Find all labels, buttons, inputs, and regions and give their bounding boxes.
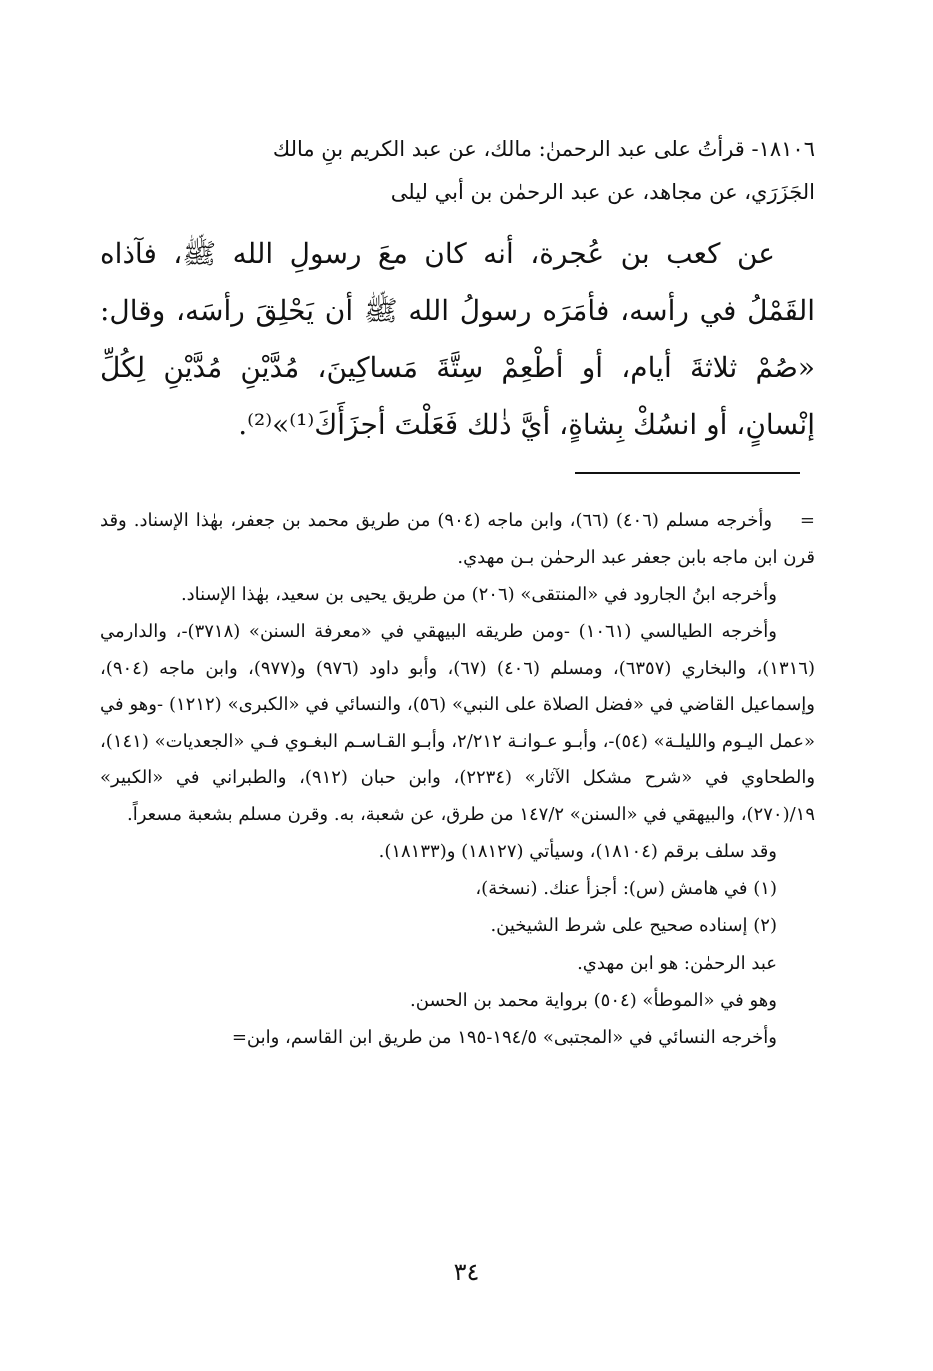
hadith-isnad (100, 128, 815, 214)
isnad-line-1: ١٨١٠٦- قرأتُ على عبد الرحمنٰ: مالك، عن عبد الكريم بنِ مالك (272, 137, 815, 161)
footnote-2-line-c: وأخرجه النسائي في «المجتبى» ١٩٤/٥-١٩٥ من طريق ابن القاسم، وابن= (231, 1027, 777, 1049)
footnote-para-3: وأخرجه الطيالسي (١٠٦١) -ومن طريقه البيهقي في «معرفة السنن» (٣٧١٨)-، والدارمي (١٣١٦)، والبخاري (٦٣٥٧)، ومسلم (٤٠٦) (٦٧)، وأبو داود (٩٧٦) و(٩٧٧)، وابن ماجه (٩٠٤)، وإسماعيل القاضي في «فضل الصلاة على النبي» (٥٦)، والنسائي في «الكبرى» (١٢١٢) -وهو في «عمل اليـوم والليلـة» (٥٤)-، وأبـو عـوانـة ٢/٢١٢، وأبـو القـاسـم البغـوي فـي «الجعديات» (١٤١)، والطحاوي في «شرح مشكل الآثار» (٢٢٣٤)، وابن حبان (٩١٢)، والطبراني في «الكبير» ١٩/(٢٧٠)، والبيهقي في «السنن» ١٤٧/٢ من طرق، عن شعبة، به. وقرن مسلم بشعبة مسعراً. (100, 621, 816, 825)
footnotes (100, 503, 815, 1058)
footnote-para-2: وأخرجه ابنُ الجارود في «المنتقى» (٢٠٦) من طريق يحيى بن سعيد، بهٰذا الإسناد. (180, 583, 777, 605)
page-number: ٣٤ (453, 1258, 480, 1286)
footnote-2-line-a: عبد الرحمٰن: هو ابن مهدي. (577, 952, 777, 974)
footnote-separator (575, 472, 800, 474)
footnote-para-4: وقد سلف برقم (١٨١٠٤)، وسيأتي (١٨١٢٧) و(١٨١٣٣). (378, 840, 777, 862)
matn-text: عن كعب بن عُجرة، أنه كان معَ رسولِ الله ﷺ، فآذاه القَمْلُ في رأسه، فأمَرَه رسولُ الله ﷺ أن يَحْلِقَ رأسَه، وقال: «صُمْ ثلاثةَ أيام، أو أطْعِمْ سِتَّةَ مَساكِينَ، مُدَّيْنِ مُدَّيْنِ لِكُلِّ إنْسانٍ، أو انسُكْ بِشاةٍ، أيَّ ذٰلك فَعَلْتَ أجزَأَكَ⁽¹⁾»⁽²⁾. (100, 237, 815, 441)
hadith-matn (100, 225, 815, 453)
footnote-1: (١) في هامش (س): أجزأ عنك. (نسخة)، (475, 878, 777, 900)
isnad-line-2: الجَزَرَي، عن مجاهد، عن عبد الرحمٰن بن أبي ليلى (390, 180, 815, 204)
footnote-para-1 (100, 503, 815, 576)
continuation-mark: = (799, 510, 816, 531)
footnote-2-line-b: وهو في «الموطأ» (٥٠٤) برواية محمد بن الحسن. (410, 990, 777, 1012)
footnote-para-1-text: وأخرجه مسلم (٤٠٦) (٦٦)، وابن ماجه (٩٠٤) من طريق محمد بن جعفر، بهٰذا الإسناد. وقد قرن ابن ماجه بابن جعفر عبد الرحمٰن بـن مهدي. (100, 510, 815, 568)
footnote-2: (٢) إسناده صحيح على شرط الشيخين. (490, 915, 777, 937)
